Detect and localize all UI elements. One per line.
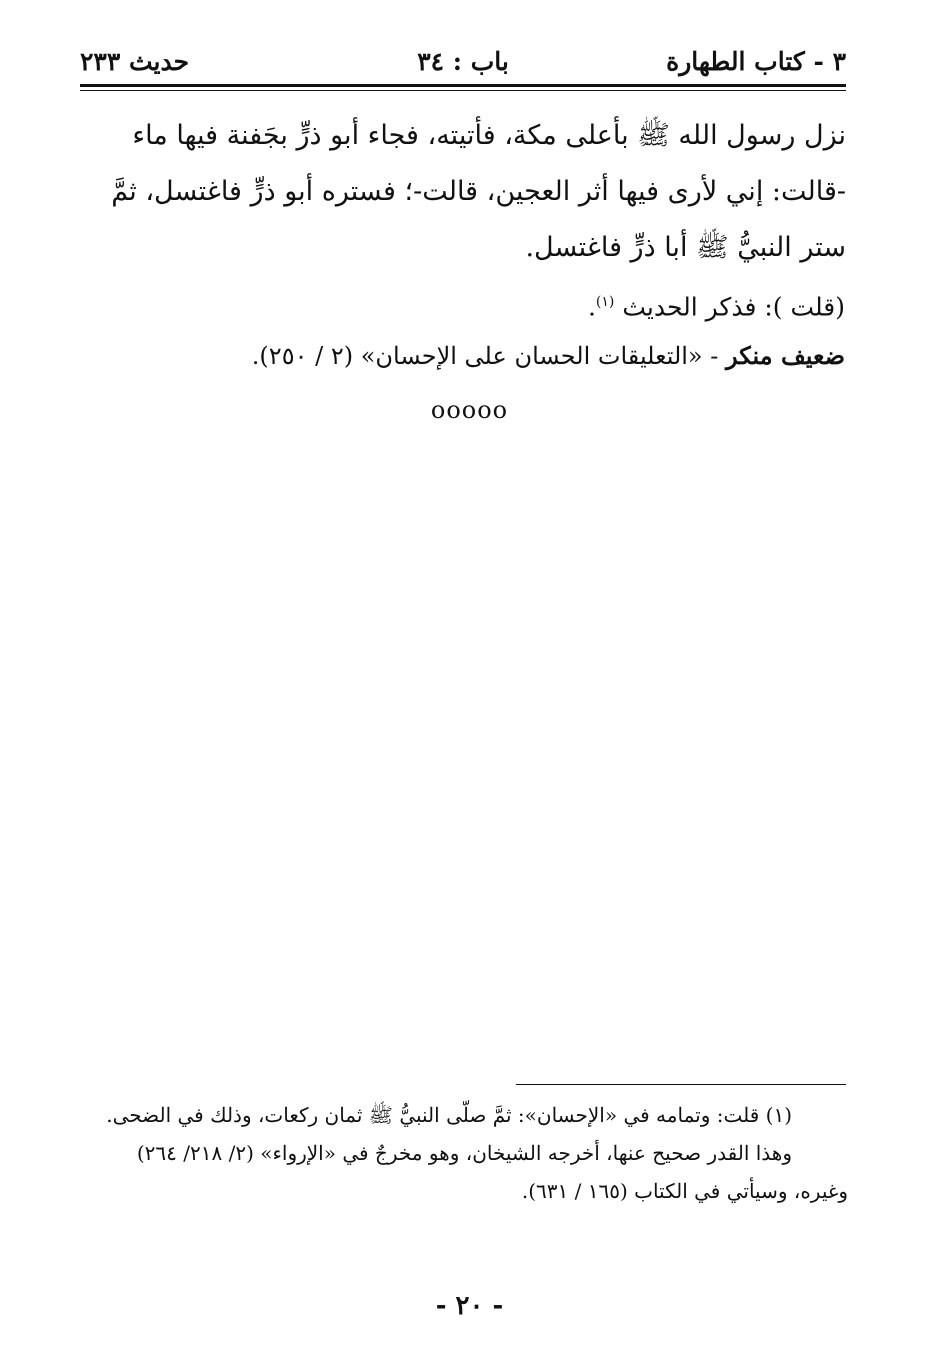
running-header: [80, 42, 846, 82]
header-chapter-title: ٣ - كتاب الطهارة: [666, 47, 846, 76]
page-number: - ٢٠ -: [435, 1291, 504, 1321]
hadith-text: [80, 108, 846, 276]
footnotes: [78, 1096, 848, 1210]
header-rule-thick: [80, 84, 846, 87]
header-rule-thin: [80, 90, 846, 91]
footnote-rule: [516, 1084, 846, 1085]
footnote-marker: (١): [595, 294, 615, 310]
qult-end: .: [587, 292, 596, 322]
section-separator: ooooo: [430, 396, 509, 424]
grading-source: «التعليقات الحسان على الإحسان» (٢ / ٢٥٠).: [251, 342, 703, 370]
header-hadith-number: حديث ٢٣٣: [80, 47, 190, 76]
hadith-line-3: ستر النبيُّ ﷺ أبا ذرٍّ فاغتسل.: [525, 232, 846, 263]
hadith-grading: [252, 334, 845, 378]
hadith-line-1: نزل رسول الله ﷺ بأعلى مكة، فأتيته، فجاء أبو ذرٍّ بجَفنة فيها ماء: [132, 120, 846, 151]
hadith-line-2: -قالت: إني لأرى فيها أثر العجين، قالت-؛ فستره أبو ذرٍّ فاغتسل، ثمَّ: [111, 176, 846, 207]
grading-label: ضعيف منكر: [726, 341, 845, 370]
footnote-line-1: (١) قلت: وتمامه في «الإحسان»: ثمَّ صلّى النبيُّ ﷺ ثمان ركعات، وذلك في الضحى.: [106, 1103, 792, 1127]
grading-dash: -: [702, 342, 726, 370]
footnote-line-2: وهذا القدر صحيح عنها، أخرجه الشيخان، وهو مخرجٌ في «الإرواء» (٢/ ٢١٨/ ٢٦٤): [136, 1141, 792, 1165]
qult-note: [588, 280, 845, 329]
qult-text: (قلت ): فذكر الحديث: [622, 292, 845, 322]
header-bab-number: باب : ٣٤: [417, 47, 509, 76]
footnote-line-3: وغيره، وسيأتي في الكتاب (١٦٥ / ٦٣١).: [521, 1179, 848, 1203]
